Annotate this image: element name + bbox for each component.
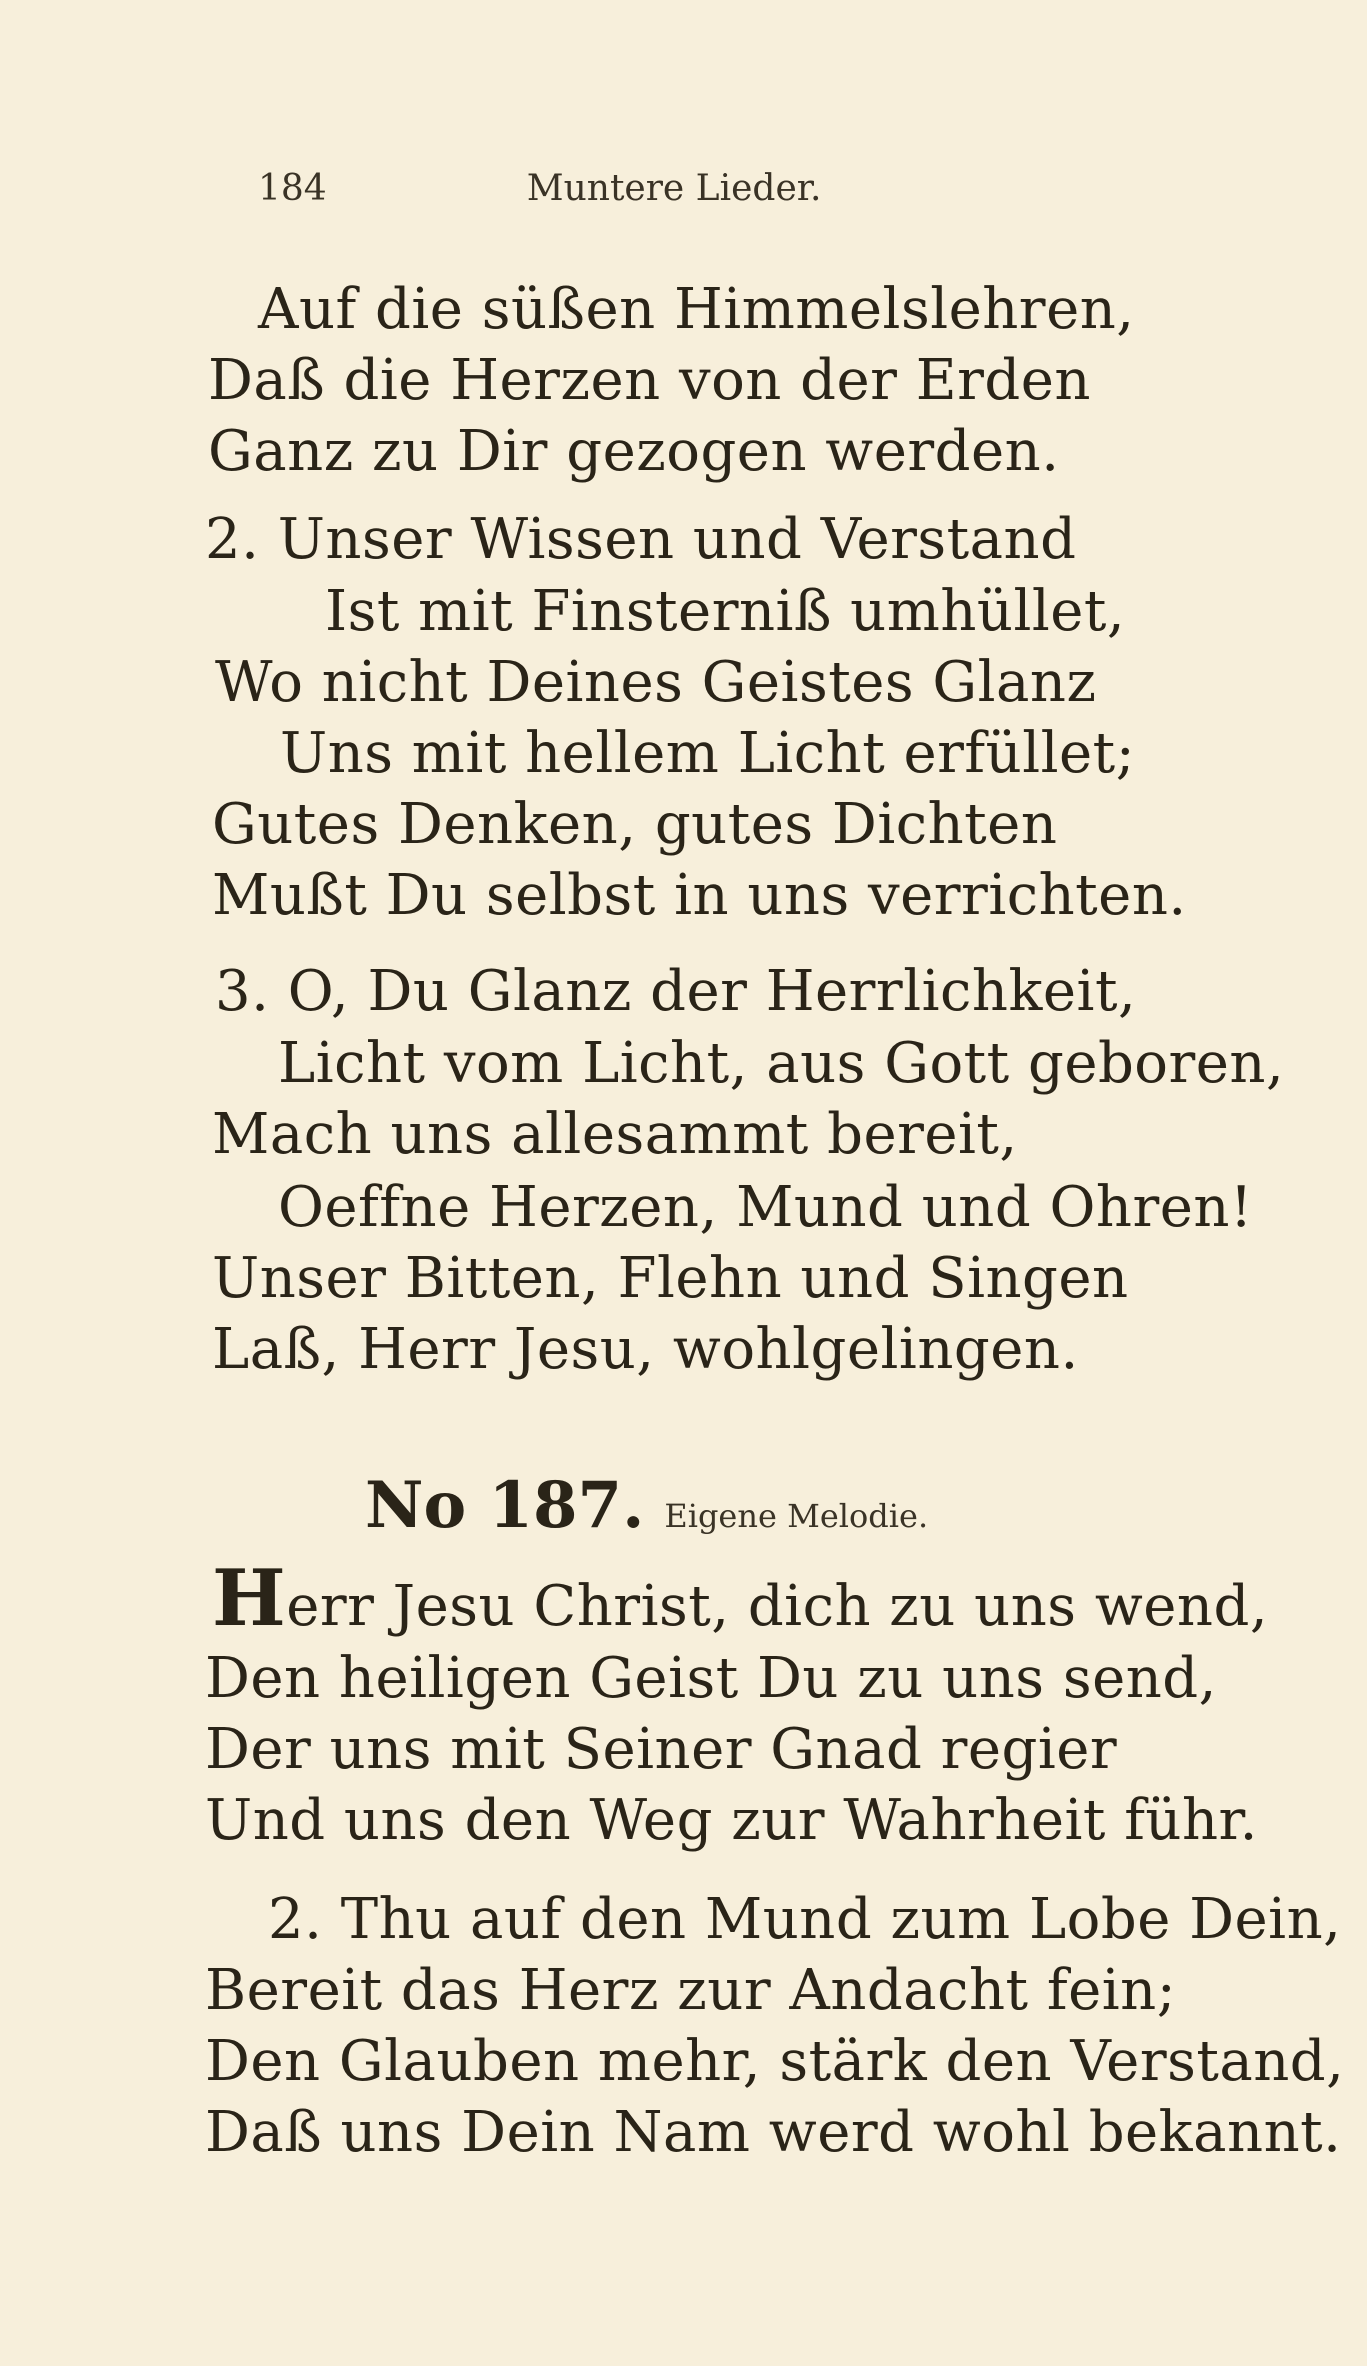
verse-line: Auf die süßen Himmelslehren, [258,277,1135,342]
page-number: 184 [258,168,327,209]
verse-line: Daß die Herzen von der Erden [208,348,1091,413]
verse-line: Ist mit Finsterniß umhüllet, [325,579,1126,644]
verse-line: Laß, Herr Jesu, wohlgelingen. [212,1317,1079,1382]
verse-line: Gutes Denken, gutes Dichten [212,792,1058,857]
verse-line: Unser Bitten, Flehn und Singen [212,1246,1129,1311]
verse-line: Und uns den Weg zur Wahrheit führ. [205,1788,1258,1853]
verse-line: Daß uns Dein Nam werd wohl bekannt. [205,2100,1342,2165]
verse-line: Der uns mit Seiner Gnad regier [205,1717,1118,1782]
drop-cap: H [212,1553,287,1644]
verse-line: Bereit das Herz zur Andacht fein; [205,1958,1177,2023]
verse-line: Mußt Du selbst in uns verrichten. [212,863,1187,928]
verse-line: Oeffne Herzen, Mund und Ohren! [278,1175,1253,1240]
verse-text: err Jesu Christ, dich zu uns wend, [286,1574,1269,1639]
verse-line: Den heiligen Geist Du zu uns send, [205,1646,1217,1711]
verse-line: 2. Unser Wissen und Verstand [205,507,1077,572]
verse-line: Wo nicht Deines Geistes Glanz [215,650,1097,715]
page-header [258,168,938,209]
melody-note: Eigene Melodie. [664,1497,929,1535]
verse-line: Ganz zu Dir gezogen werden. [208,419,1060,484]
verse-line [212,1553,1269,1644]
verse-line: Licht vom Licht, aus Gott geboren, [278,1031,1285,1096]
running-title: Muntere Lieder. [526,168,822,209]
verse-line: Uns mit hellem Licht erfüllet; [280,721,1136,786]
verse-line: 2. Thu auf den Mund zum Lobe Dein, [268,1887,1342,1952]
hymn-number: No 187. [365,1468,645,1543]
hymn-heading [365,1468,928,1543]
verse-line: Mach uns allesammt bereit, [212,1102,1018,1167]
verse-line: Den Glauben mehr, stärk den Verstand, [205,2029,1345,2094]
verse-line: 3. O, Du Glanz der Herrlichkeit, [215,959,1137,1024]
